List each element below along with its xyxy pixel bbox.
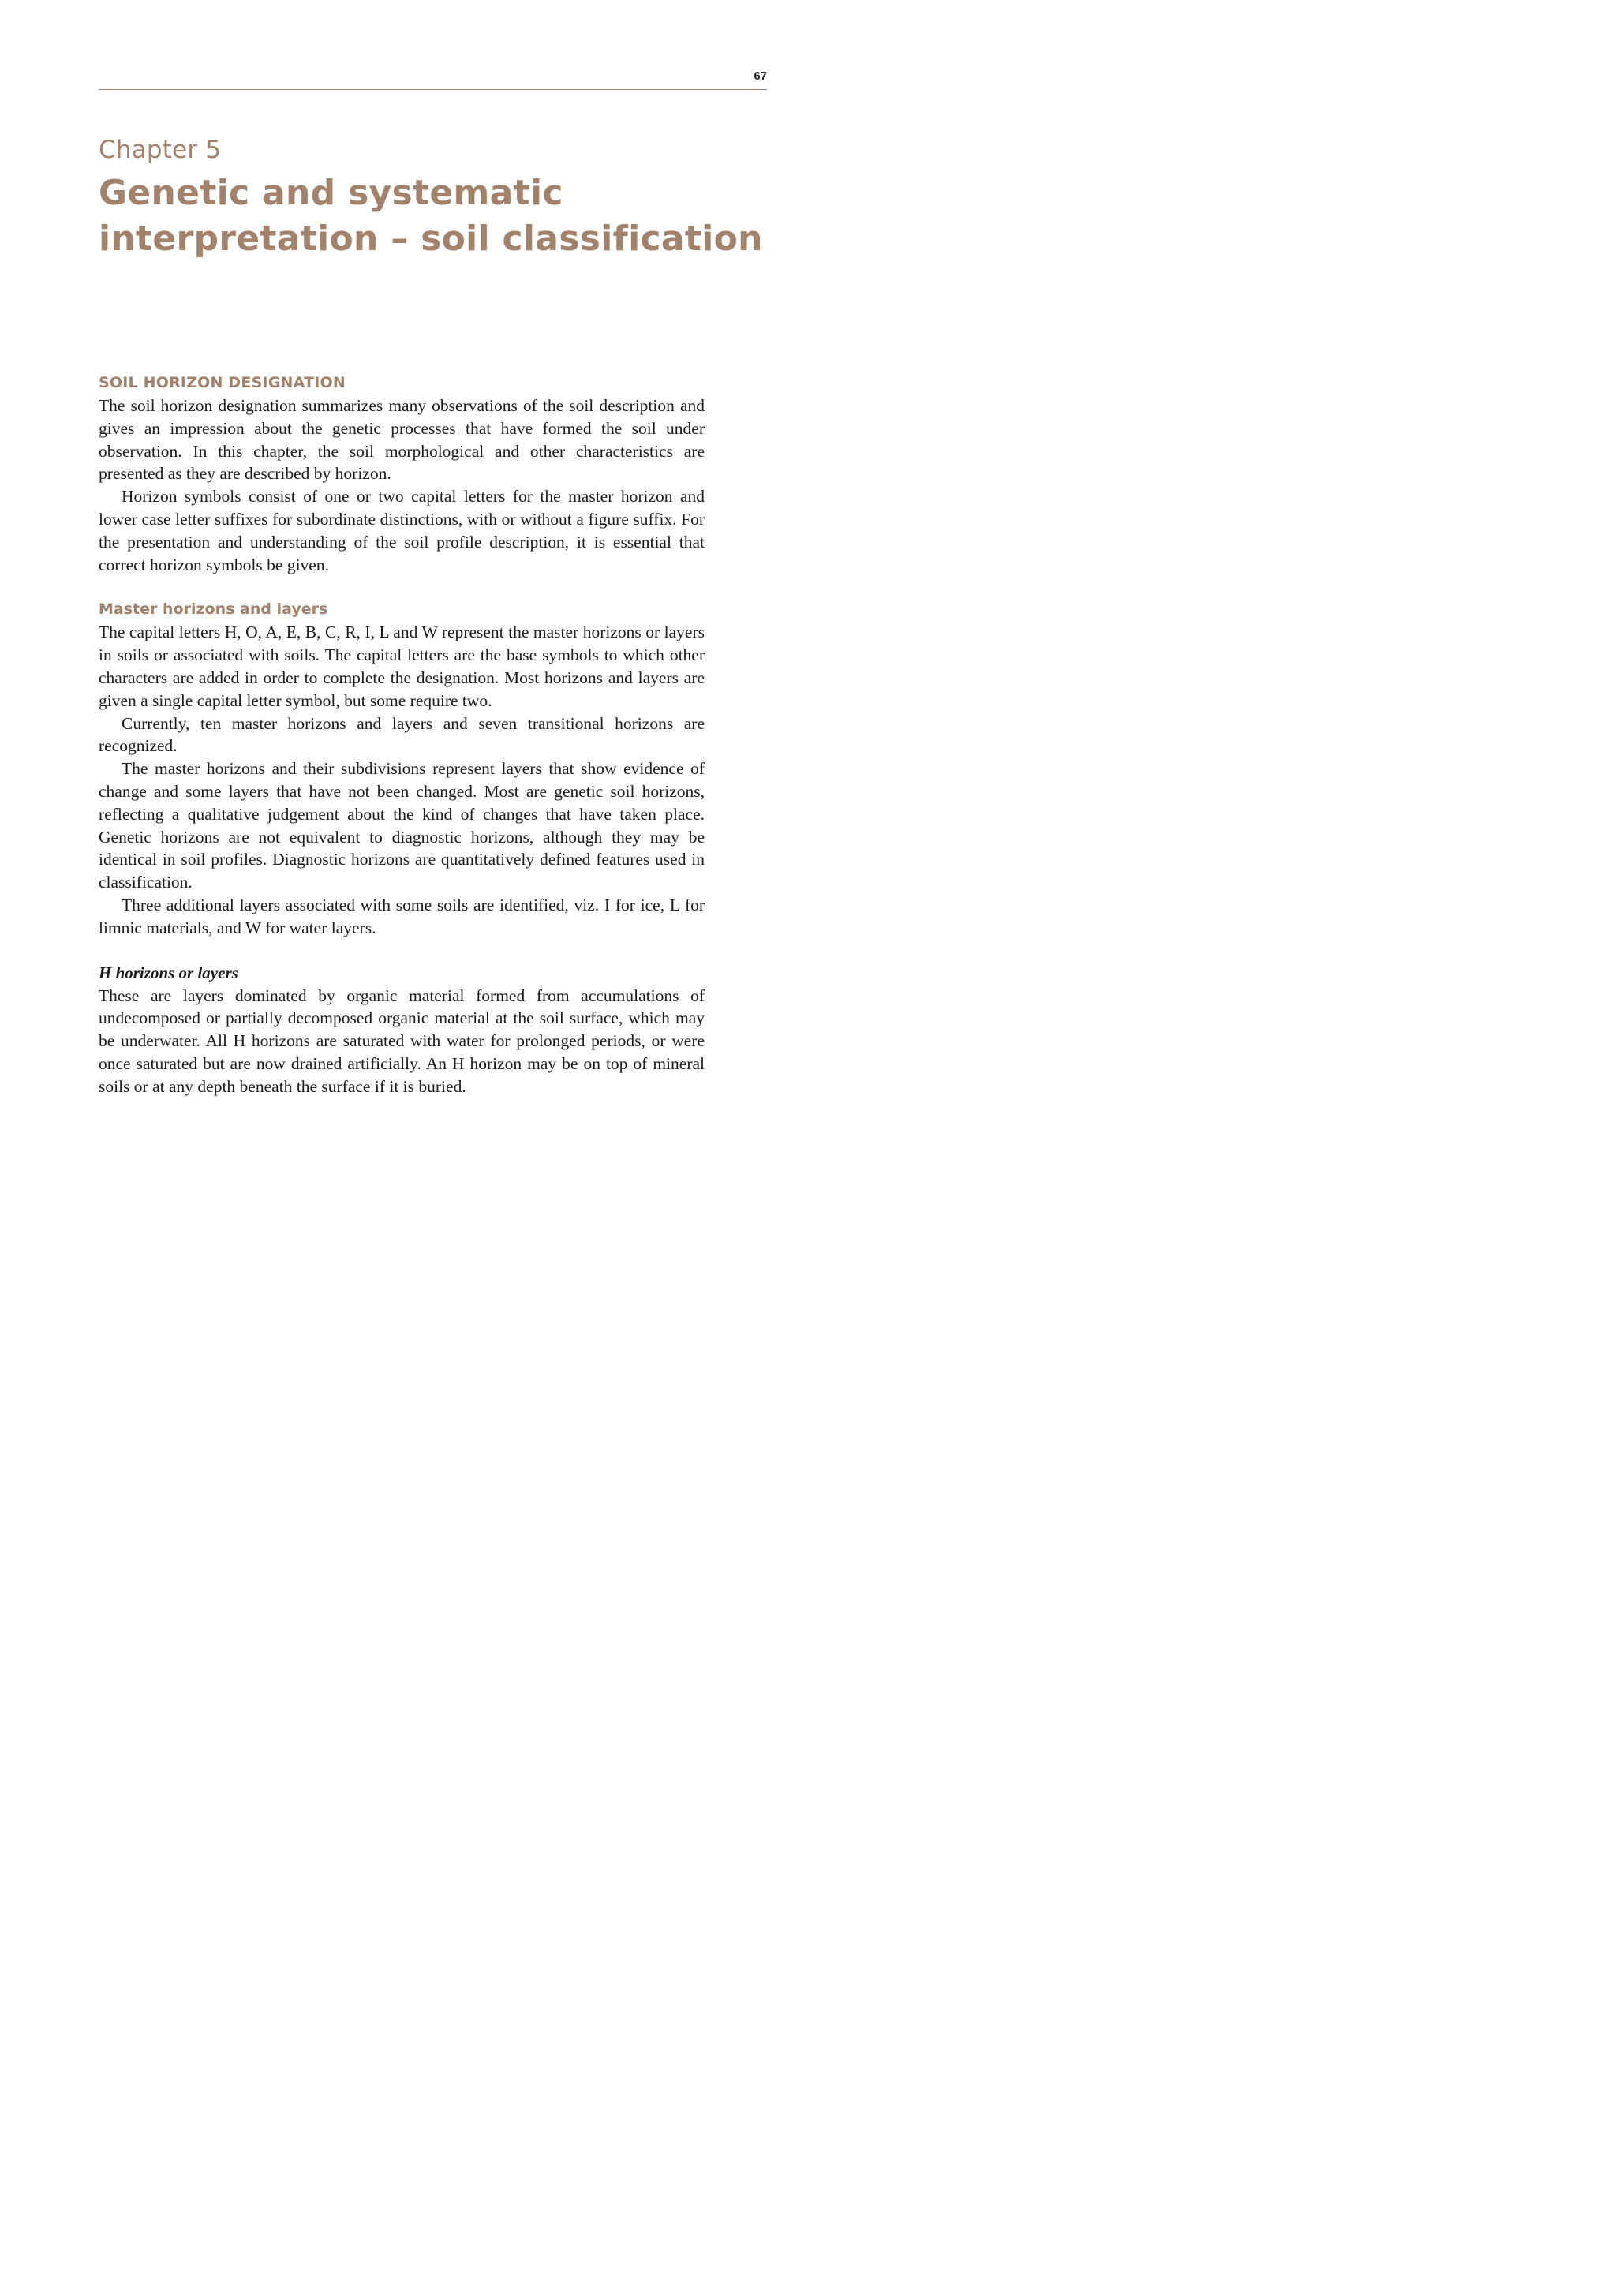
paragraph: Currently, ten master horizons and layers and seven transitional horizons are recognized.: [99, 713, 705, 756]
paragraph: Three additional layers associated with some soils are identified, viz. I for ice, L for limnic materials, and W for water layers.: [99, 895, 705, 937]
header-rule: [99, 89, 767, 90]
section-heading-soil-horizon-designation: SOIL HORIZON DESIGNATION: [99, 374, 346, 391]
body-content: [99, 372, 705, 1098]
subsection-heading-h-horizons: H horizons or layers: [99, 963, 238, 982]
chapter-label: Chapter 5: [99, 136, 222, 164]
paragraph: These are layers dominated by organic material formed from accumulations of undecomposed or partially decomposed organic material at the soil surface, which may be underwater. All H horizons are saturated with water for prolonged periods, or were once saturated but are now drained artificially. An H horizon may be on top of mineral soils or at any depth beneath the surface if it is buried.: [99, 985, 705, 1096]
document-page: [0, 0, 870, 1236]
chapter-title: Genetic and systematic interpretation – soil classification: [99, 173, 763, 259]
paragraph: The capital letters H, O, A, E, B, C, R, I, L and W represent the master horizons or layers in soils or associated with soils. The capital letters are the base symbols to which other characters are added in order to complete the designation. Most horizons and layers are given a single capital letter symbol, but some require two.: [99, 623, 705, 710]
page-number: 67: [754, 69, 767, 83]
paragraph: Horizon symbols consist of one or two capital letters for the master horizon and lower case letter suffixes for subordinate distinctions, with or without a figure suffix. For the presentation and understanding of the soil profile description, it is essential that correct horizon symbols be given.: [99, 487, 705, 574]
subsection-heading-master-horizons: Master horizons and layers: [99, 600, 328, 619]
paragraph: The soil horizon designation summarizes many observations of the soil description and gives an impression about the genetic processes that have formed the soil under observation. In this chapter, the soil morphological and other characteristics are presented as they are described by horizon.: [99, 396, 705, 484]
paragraph: The master horizons and their subdivisions represent layers that show evidence of change and some layers that have not been changed. Most are genetic soil horizons, reflecting a qualitative judgement about the kind of changes that have taken place. Genetic horizons are not equivalent to diagnostic horizons, although they may be identical in soil profiles. Diagnostic horizons are quantitatively defined features used in classification.: [99, 759, 705, 892]
